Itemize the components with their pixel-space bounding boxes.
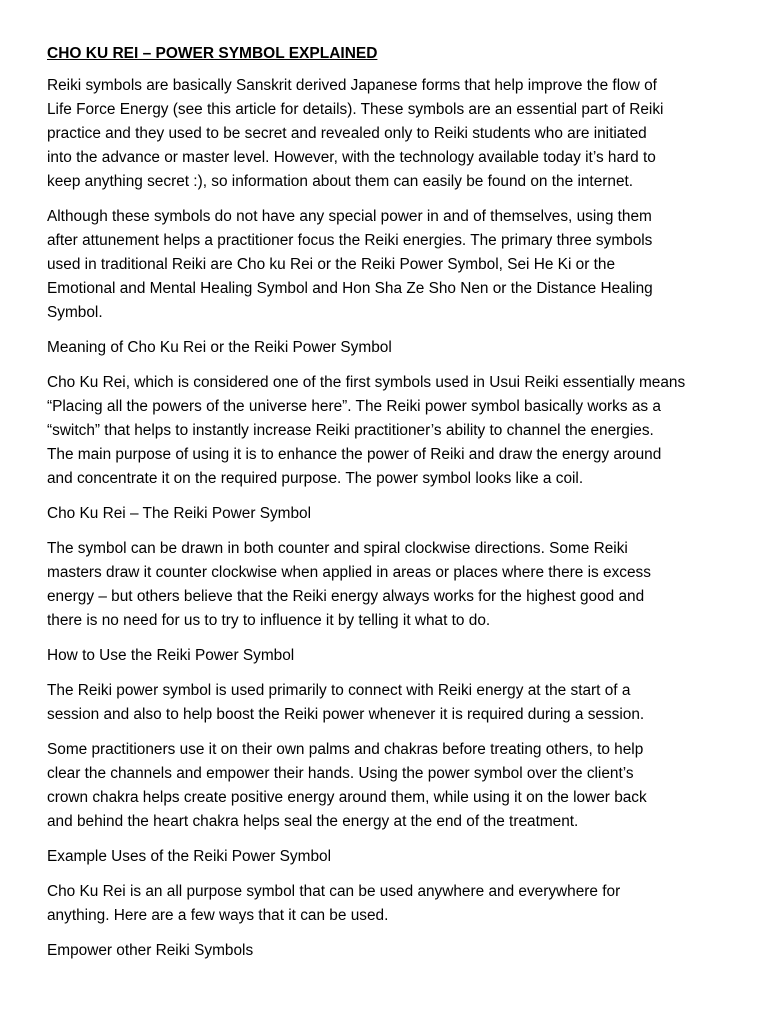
document-title: CHO KU REI – POWER SYMBOL EXPLAINED [47, 45, 378, 62]
paragraph-line: energy – but others believe that the Reiki energy always works for the highest good and [47, 588, 645, 605]
paragraph-line: and behind the heart chakra helps seal the energy at the end of the treatment. [47, 813, 579, 830]
paragraph [47, 74, 729, 194]
paragraph [47, 679, 729, 727]
section-heading [47, 644, 729, 668]
paragraph-line: Cho Ku Rei, which is considered one of the first symbols used in Usui Reiki essentially means [47, 374, 686, 391]
section-heading-text: Cho Ku Rei – The Reiki Power Symbol [47, 505, 312, 522]
paragraph-line: into the advance or master level. However, with the technology available today it’s hard to [47, 149, 656, 166]
section-heading-text: Example Uses of the Reiki Power Symbol [47, 848, 331, 865]
paragraph-line: and concentrate it on the required purpose. The power symbol looks like a coil. [47, 470, 584, 487]
document-page [47, 44, 729, 974]
paragraph [47, 371, 729, 491]
paragraph-line: Emotional and Mental Healing Symbol and Hon Sha Ze Sho Nen or the Distance Healing [47, 280, 653, 297]
paragraph-line: anything. Here are a few ways that it can be used. [47, 907, 389, 924]
section-heading [47, 845, 729, 869]
paragraph-line: masters draw it counter clockwise when applied in areas or places where there is excess [47, 564, 651, 581]
paragraph-line: The Reiki power symbol is used primarily to connect with Reiki energy at the start of a [47, 682, 631, 699]
paragraph-line: Symbol. [47, 304, 103, 321]
paragraph-line: crown chakra helps create positive energy around them, while using it on the lower back [47, 789, 647, 806]
paragraph-line: Cho Ku Rei is an all purpose symbol that can be used anywhere and everywhere for [47, 883, 621, 900]
paragraph-line: practice and they used to be secret and revealed only to Reiki students who are initiated [47, 125, 647, 142]
paragraph-line: The main purpose of using it is to enhance the power of Reiki and draw the energy around [47, 446, 662, 463]
paragraph-line: “switch” that helps to instantly increase Reiki practitioner’s ability to channel the energies. [47, 422, 654, 439]
paragraph-line: session and also to help boost the Reiki power whenever it is required during a session. [47, 706, 645, 723]
paragraph-line: used in traditional Reiki are Cho ku Rei or the Reiki Power Symbol, Sei He Ki or the [47, 256, 616, 273]
paragraph [47, 537, 729, 633]
paragraph [47, 738, 729, 834]
paragraph-line: Reiki symbols are basically Sanskrit derived Japanese forms that help improve the flow of [47, 77, 657, 94]
section-heading-text: Meaning of Cho Ku Rei or the Reiki Power Symbol [47, 339, 392, 356]
paragraph [47, 880, 729, 928]
paragraph-line: clear the channels and empower their hands. Using the power symbol over the client’s [47, 765, 634, 782]
section-heading-text: Empower other Reiki Symbols [47, 942, 254, 959]
section-heading [47, 502, 729, 526]
section-heading [47, 336, 729, 360]
paragraph-line: keep anything secret :), so information about them can easily be found on the internet. [47, 173, 634, 190]
paragraph-line: there is no need for us to try to influence it by telling it what to do. [47, 612, 491, 629]
paragraph-line: Although these symbols do not have any special power in and of themselves, using them [47, 208, 652, 225]
paragraph-line: Some practitioners use it on their own palms and chakras before treating others, to help [47, 741, 644, 758]
paragraph-line: The symbol can be drawn in both counter and spiral clockwise directions. Some Reiki [47, 540, 628, 557]
paragraph-line: “Placing all the powers of the universe here”. The Reiki power symbol basically works as a [47, 398, 661, 415]
section-heading-text: How to Use the Reiki Power Symbol [47, 647, 295, 664]
section-heading [47, 939, 729, 963]
paragraph-line: after attunement helps a practitioner focus the Reiki energies. The primary three symbols [47, 232, 653, 249]
paragraph-line: Life Force Energy (see this article for details). These symbols are an essential part of Reiki [47, 101, 664, 118]
paragraph [47, 205, 729, 325]
